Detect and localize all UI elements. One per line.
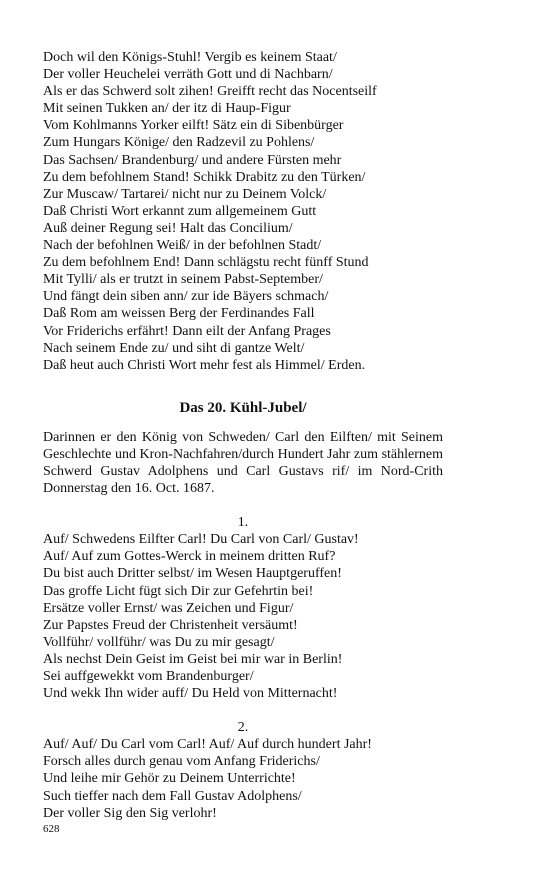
page-body — [43, 49, 443, 822]
verse-line: Und wekk Ihn wider auff/ Du Held von Mitternacht! — [43, 686, 338, 702]
verse-line: Nach seinem Ende zu/ und siht di gantze Welt/ — [43, 340, 305, 356]
verse-line: Sei auffgewekkt vom Brandenburger/ — [43, 669, 254, 684]
verse-line: Nach der befohlnen Weiß/ in der befohlnen Stadt/ — [43, 238, 322, 254]
verse-line: Mit seinen Tukken an/ der itz di Haup-Figur — [43, 101, 291, 117]
verse-line: Such tieffer nach dem Fall Gustav Adolphens/ — [43, 788, 302, 804]
verse-line: Auf/ Auf/ Du Carl vom Carl! Auf/ Auf durch hundert Jahr! — [43, 737, 372, 753]
opening-verse — [43, 49, 443, 374]
verse-line: Daß Rom am weissen Berg der Ferdinandes Fall — [43, 306, 315, 322]
verse-line: Zum Hungars Könige/ den Radzevil zu Pohlens/ — [43, 135, 315, 151]
verse-line: Mit Tylli/ als er trutzt in seinem Pabst-September/ — [43, 272, 323, 288]
verse-line: Zur Papstes Freud der Christenheit versäumt! — [43, 617, 298, 633]
section-intro: Darinnen er den König von Schweden/ Carl den Eilften/ mit Seinem Geschlechte und Kron-Nachfahren/durch Hundert Jahr zum stählernem Schwerd Gustav Adolphens und Carl Gustavs rif/ im Nord-Crith Donnerstag den 16. Oct. 1687. — [43, 429, 443, 497]
verse-line: Daß heut auch Christi Wort mehr fest als Himmel/ Erden. — [43, 357, 366, 373]
page-number: 628 — [43, 823, 60, 835]
verse-line: Als nechst Dein Geist im Geist bei mir war in Berlin! — [43, 651, 343, 667]
verse-line: Auf/ Schwedens Eilfter Carl! Du Carl von Carl/ Gustav! — [43, 532, 359, 548]
section-title: Das 20. Kühl-Jubel/ — [179, 399, 307, 416]
verse-line: Zu dem befohlnem End! Dann schlägstu recht fünff Stund — [43, 255, 369, 271]
stanza-number: 2. — [237, 720, 249, 736]
verse-line: Vom Kohlmanns Yorker eilft! Sätz ein di Sibenbürger — [43, 118, 344, 134]
verse-line: Als er das Schwerd solt zihen! Greifft recht das Nocentseilf — [43, 84, 377, 100]
verse-line: Du bist auch Dritter selbst/ im Wesen Hauptgeruffen! — [43, 566, 342, 582]
verse-line: Vor Friderichs erfährt! Dann eilt der Anfang Prages — [43, 323, 331, 339]
verse-line: Der voller Sig den Sig verlohr! — [43, 805, 217, 821]
verse-line: Vollführ/ vollführ/ was Du zu mir gesagt/ — [43, 634, 275, 650]
verse-line: Auß deiner Regung sei! Halt das Concilium/ — [43, 220, 293, 236]
verse-line: Daß Christi Wort erkannt zum allgemeinem Gutt — [43, 203, 317, 219]
verse-line: Doch wil den Königs-Stuhl! Vergib es keinem Staat/ — [43, 50, 337, 65]
verse-line: Das groffe Licht fügt sich Dir zur Gefehrtin bei! — [43, 583, 314, 599]
verse-line: Zu dem befohlnem Stand! Schikk Drabitz zu den Türken/ — [43, 169, 366, 185]
verse-line: Zur Muscaw/ Tartarei/ nicht nur zu Deinem Volck/ — [43, 186, 327, 202]
verse-line: Auf/ Auf zum Gottes-Werck in meinem dritten Ruf? — [43, 549, 336, 565]
verse-line: Der voller Heuchelei verräth Gott und di Nachbarn/ — [43, 67, 333, 83]
stanza-1 — [43, 514, 443, 702]
verse-line: Und fängt dein siben ann/ zur ide Bäyers schmach/ — [43, 289, 329, 305]
stanza-2 — [43, 719, 443, 822]
verse-line: Forsch alles durch genau vom Anfang Friderichs/ — [43, 754, 320, 770]
verse-line: Das Sachsen/ Brandenburg/ und andere Fürsten mehr — [43, 152, 342, 168]
stanza-number: 1. — [237, 515, 249, 531]
verse-line: Ersätze voller Ernst/ was Zeichen und Figur/ — [43, 600, 294, 616]
verse-line: Und leihe mir Gehör zu Deinem Unterrichte! — [43, 771, 296, 787]
